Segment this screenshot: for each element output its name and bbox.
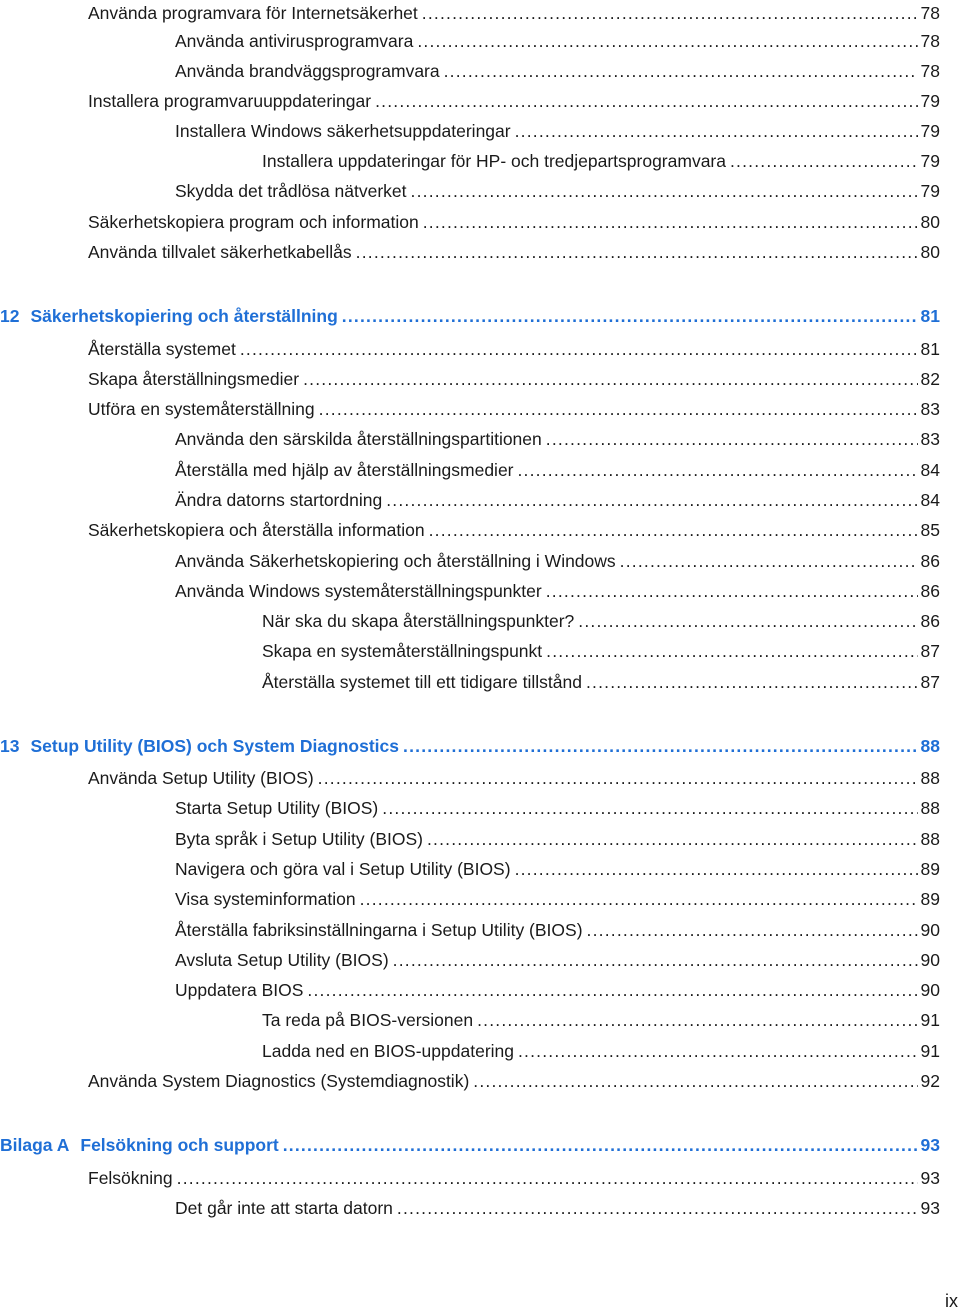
dot-leader: [586, 669, 918, 695]
toc-entry-title: Säkerhetskopiera och återställa information: [88, 520, 425, 540]
dot-leader: [393, 947, 918, 973]
toc-entry[interactable]: [88, 209, 940, 235]
dot-leader: [477, 1007, 917, 1033]
toc-entry-title: Använda den särskilda återställningspartitionen: [175, 429, 542, 449]
toc-entry-title: Använda brandväggsprogramvara: [175, 61, 440, 81]
toc-entry[interactable]: [88, 396, 940, 422]
toc-entry[interactable]: [262, 1038, 940, 1064]
toc-entry-page: 87: [920, 641, 940, 661]
dot-leader: [403, 733, 918, 759]
toc-entry-title: Installera programvaruuppdateringar: [88, 91, 372, 111]
toc-entry-page: 79: [920, 151, 940, 171]
toc-entry-page: 79: [920, 121, 940, 141]
toc-entry-page: 90: [920, 950, 940, 970]
toc-entry[interactable]: [175, 178, 940, 204]
toc-entry[interactable]: [175, 426, 940, 452]
toc-entry-title: Återställa fabriksinställningarna i Setup Utility (BIOS): [175, 920, 583, 940]
toc-entry-title: Skydda det trådlösa nätverket: [175, 181, 407, 201]
toc-entry[interactable]: [175, 856, 940, 882]
toc-entry-title: Ändra datorns startordning: [175, 490, 383, 510]
toc-entry[interactable]: [88, 366, 940, 392]
toc-entry-title: Säkerhetskopiera program och information: [88, 212, 419, 232]
dot-leader: [730, 148, 918, 174]
toc-entry[interactable]: [88, 517, 940, 543]
toc-entry[interactable]: [262, 608, 940, 634]
toc-entry-page: 83: [920, 429, 940, 449]
toc-entry[interactable]: [88, 1068, 940, 1094]
dot-leader: [318, 765, 918, 791]
dot-leader: [473, 1068, 917, 1094]
toc-entry-title: Felsökning och support: [80, 1135, 279, 1155]
toc-entry-title: Återställa systemet till ett tidigare tillstånd: [262, 672, 582, 692]
toc-entry-page: 87: [920, 672, 940, 692]
toc-entry[interactable]: [262, 1007, 940, 1033]
dot-leader: [427, 826, 918, 852]
toc-entry-page: 88: [920, 736, 940, 756]
toc-entry-title: Installera Windows säkerhetsuppdateringar: [175, 121, 511, 141]
dot-leader: [422, 0, 918, 26]
toc-entry[interactable]: [175, 886, 940, 912]
toc-entry-title: Använda System Diagnostics (Systemdiagnostik): [88, 1071, 470, 1091]
toc-entry[interactable]: [175, 58, 940, 84]
toc-entry-page: 92: [920, 1071, 940, 1091]
toc-entry[interactable]: [175, 977, 940, 1003]
toc-entry-title: Installera uppdateringar för HP- och tredjepartsprogramvara: [262, 151, 726, 171]
dot-leader: [429, 517, 918, 543]
dot-leader: [177, 1165, 918, 1191]
dot-leader: [515, 118, 918, 144]
toc-entry-title: Ladda ned en BIOS-uppdatering: [262, 1041, 514, 1061]
toc-entry-page: 90: [920, 980, 940, 1000]
toc-entry-page: 78: [920, 3, 940, 23]
toc-entry[interactable]: [175, 795, 940, 821]
toc-entry-page: 89: [920, 859, 940, 879]
toc-entry-page: 78: [920, 61, 940, 81]
toc-entry-title: Använda tillvalet säkerhetkabellås: [88, 242, 352, 262]
toc-entry-title: Använda antivirusprogramvara: [175, 31, 414, 51]
dot-leader: [417, 28, 917, 54]
dot-leader: [578, 608, 917, 634]
dot-leader: [546, 578, 918, 604]
toc-entry-title: Återställa systemet: [88, 339, 236, 359]
dot-leader: [411, 178, 918, 204]
toc-chapter-entry[interactable]: [0, 303, 940, 329]
dot-leader: [546, 426, 918, 452]
toc-entry-title: Det går inte att starta datorn: [175, 1198, 393, 1218]
toc-entry-title: När ska du skapa återställningspunkter?: [262, 611, 575, 631]
toc-entry[interactable]: [88, 88, 940, 114]
toc-entry-page: 85: [920, 520, 940, 540]
toc-entry-title: Säkerhetskopiering och återställning: [30, 306, 338, 326]
dot-leader: [386, 487, 917, 513]
toc-entry[interactable]: [262, 148, 940, 174]
toc-entry-title: Navigera och göra val i Setup Utility (BIOS): [175, 859, 511, 879]
toc-entry-page: 90: [920, 920, 940, 940]
toc-chapter-number: 12: [0, 306, 20, 326]
toc-entry[interactable]: [88, 336, 940, 362]
toc-entry[interactable]: [175, 28, 940, 54]
toc-entry-title: Ta reda på BIOS-versionen: [262, 1010, 474, 1030]
toc-entry-page: 93: [920, 1168, 940, 1188]
toc-entry-title: Utföra en systemåterställning: [88, 399, 315, 419]
toc-entry[interactable]: [175, 457, 940, 483]
dot-leader: [518, 457, 918, 483]
toc-entry-page: 86: [920, 581, 940, 601]
toc-entry[interactable]: [88, 1165, 940, 1191]
toc-entry-title: Skapa en systemåterställningspunkt: [262, 641, 543, 661]
toc-entry[interactable]: [88, 765, 940, 791]
toc-chapter-entry[interactable]: [0, 733, 940, 759]
dot-leader: [283, 1132, 918, 1158]
toc-entry[interactable]: [175, 1195, 940, 1221]
toc-entry-page: 82: [920, 369, 940, 389]
toc-entry-title: Setup Utility (BIOS) och System Diagnostics: [30, 736, 400, 756]
toc-entry-page: 81: [920, 306, 940, 326]
toc-entry[interactable]: [175, 826, 940, 852]
toc-entry-page: 86: [920, 551, 940, 571]
toc-entry-page: 88: [920, 798, 940, 818]
dot-leader: [342, 303, 918, 329]
toc-entry-title: Återställa med hjälp av återställningsmedier: [175, 460, 514, 480]
dot-leader: [546, 638, 917, 664]
dot-leader: [303, 366, 917, 392]
dot-leader: [382, 795, 917, 821]
toc-entry-page: 81: [920, 339, 940, 359]
dot-leader: [518, 1038, 918, 1064]
page-number: ix: [945, 1291, 958, 1311]
toc-entry-page: 93: [920, 1198, 940, 1218]
toc-chapter-number: Bilaga A: [0, 1135, 70, 1155]
dot-leader: [319, 396, 918, 422]
toc-entry-page: 79: [920, 181, 940, 201]
toc-entry-page: 88: [920, 829, 940, 849]
dot-leader: [307, 977, 917, 1003]
toc-entry-title: Använda Säkerhetskopiering och återställning i Windows: [175, 551, 616, 571]
toc-entry-title: Avsluta Setup Utility (BIOS): [175, 950, 389, 970]
toc-entry[interactable]: [175, 118, 940, 144]
toc-entry[interactable]: [262, 638, 940, 664]
dot-leader: [240, 336, 918, 362]
toc-entry[interactable]: [175, 917, 940, 943]
dot-leader: [587, 917, 918, 943]
toc-entry-title: Visa systeminformation: [175, 889, 356, 909]
toc-entry-page: 93: [920, 1135, 940, 1155]
toc-entry-page: 83: [920, 399, 940, 419]
toc-entry-page: 91: [920, 1010, 940, 1030]
toc-entry-page: 79: [920, 91, 940, 111]
toc-entry[interactable]: [262, 669, 940, 695]
toc-entry[interactable]: [175, 947, 940, 973]
toc-entry[interactable]: [175, 548, 940, 574]
dot-leader: [397, 1195, 918, 1221]
toc-chapter-number: 13: [0, 736, 20, 756]
dot-leader: [356, 239, 918, 265]
toc-entry-page: 84: [920, 490, 940, 510]
toc-entry[interactable]: [175, 487, 940, 513]
toc-entry-title: Skapa återställningsmedier: [88, 369, 300, 389]
toc-entry-title: Använda Windows systemåterställningspunkter: [175, 581, 542, 601]
dot-leader: [375, 88, 917, 114]
dot-leader: [620, 548, 918, 574]
toc-entry-page: 89: [920, 889, 940, 909]
dot-leader: [423, 209, 918, 235]
toc-entry-page: 86: [920, 611, 940, 631]
dot-leader: [515, 856, 918, 882]
toc-entry-title: Använda programvara för Internetsäkerhet: [88, 3, 418, 23]
toc-entry-page: 88: [920, 768, 940, 788]
toc-entry-title: Starta Setup Utility (BIOS): [175, 798, 379, 818]
toc-entry[interactable]: [175, 578, 940, 604]
toc-entry[interactable]: [88, 239, 940, 265]
toc-entry[interactable]: [88, 0, 940, 26]
toc-entry-page: 84: [920, 460, 940, 480]
toc-chapter-entry[interactable]: [0, 1132, 940, 1158]
toc-entry-page: 91: [920, 1041, 940, 1061]
toc-entry-title: Uppdatera BIOS: [175, 980, 304, 1000]
toc-entry-page: 80: [920, 212, 940, 232]
toc-entry-title: Felsökning: [88, 1168, 173, 1188]
dot-leader: [360, 886, 918, 912]
toc-entry-page: 78: [920, 31, 940, 51]
toc-entry-page: 80: [920, 242, 940, 262]
toc-entry-title: Byta språk i Setup Utility (BIOS): [175, 829, 423, 849]
dot-leader: [444, 58, 918, 84]
toc-entry-title: Använda Setup Utility (BIOS): [88, 768, 314, 788]
